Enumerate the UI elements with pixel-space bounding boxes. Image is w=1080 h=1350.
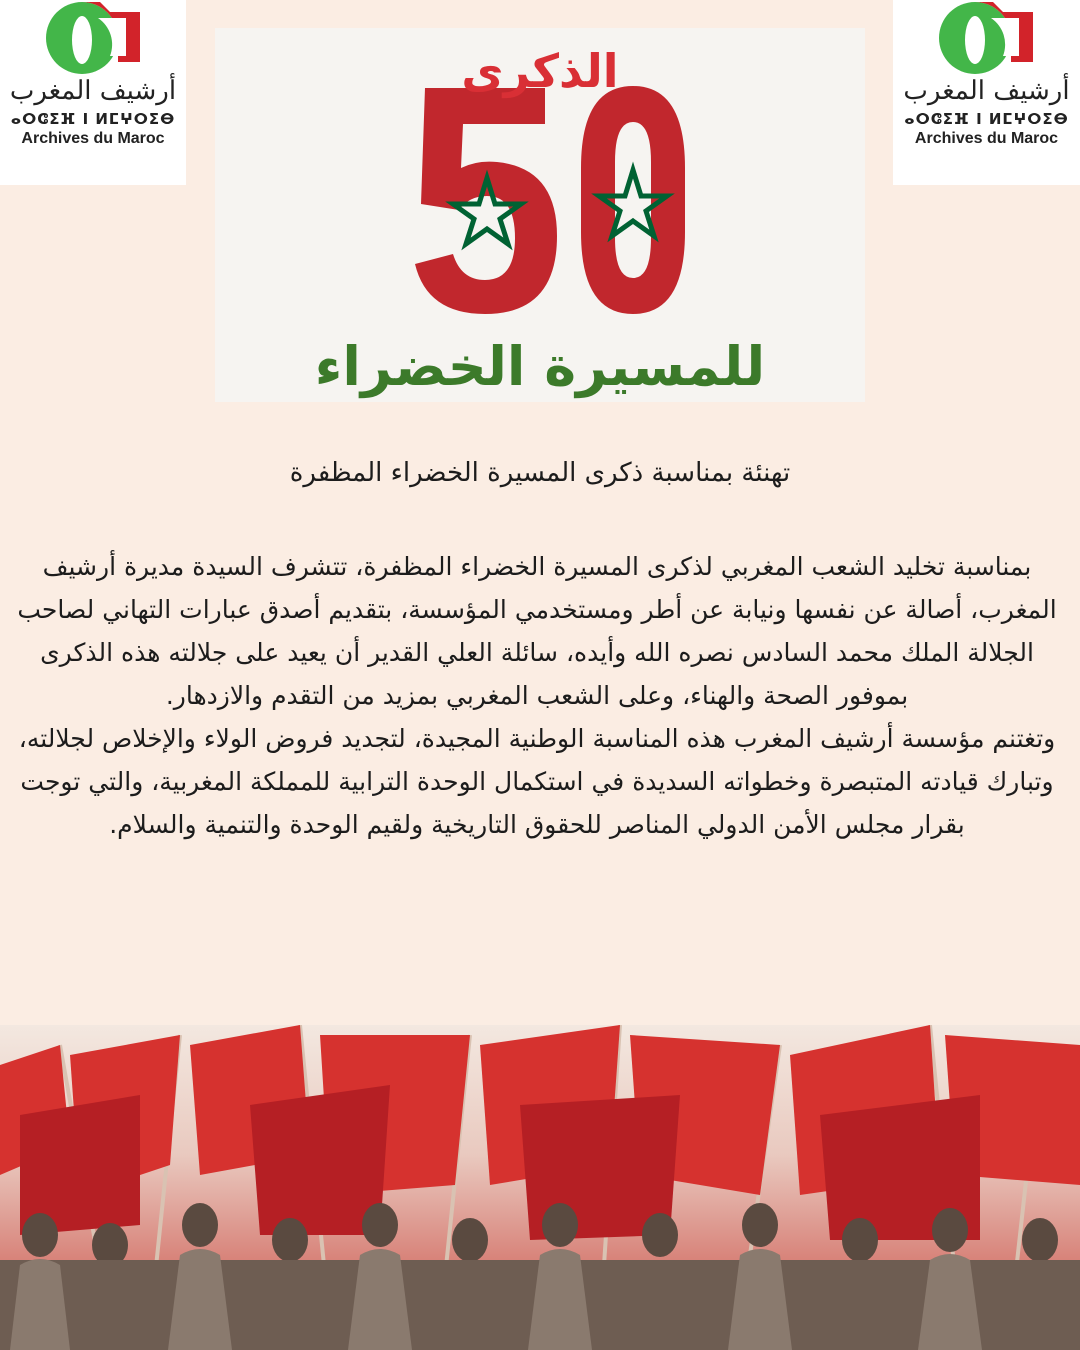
green-march-photo	[0, 1025, 1080, 1350]
archives-logo-icon	[933, 0, 1043, 80]
congratulation-heading: تهنئة بمناسبة ذكرى المسيرة الخضراء المظفرة	[289, 458, 791, 488]
paragraph-2: وتغتنم مؤسسة أرشيف المغرب هذه المناسبة الوطنية المجيدة، لتجديد فروض الولاء والإخلاص لجلالته، وتبارك قيادته المتبصرة وخطواته السديدة في استكمال الوحدة الترابية للمملكة المغربية، والتي توجت بقرار مجلس الأمن الدولي المناصر للحقوق التاريخية ولقيم الوحدة والتنمية والسلام.	[18, 724, 1056, 839]
congratulation-body	[6, 545, 1068, 846]
logo-french-text: Archives du Maroc	[21, 130, 165, 147]
paragraph-1: بمناسبة تخليد الشعب المغربي لذكرى المسيرة الخضراء المظفرة، تتشرف السيدة مديرة أرشيف المغرب، أصالة عن نفسها ونيابة عن أطر ومستخدمي المؤسسة، بتقديم أصدق عبارات التهاني لصاحب الجلالة الملك محمد السادس نصره الله وأيده، سائلة العلي القدير أن يعيد على جلالته هذه الذكرى بموفور الصحة والهناء، وعلى الشعب المغربي بمزيد من التقدم والازدهار.	[17, 552, 1057, 710]
logo-arabic-text: أرشيف المغرب	[903, 76, 1070, 106]
logo-arabic-text: أرشيف المغرب	[9, 76, 177, 106]
banner-green-march-text: للمسيرة الخضراء	[314, 335, 766, 398]
banner-anniversary-word: الذكرى	[461, 44, 619, 98]
archives-logo-right	[893, 0, 1080, 185]
logo-tifinagh-text: ⴰⵔⵛⵉⴼ ⵏ ⵍⵎⵖⵔⵉⴱ	[904, 110, 1069, 128]
logo-french-text: Archives du Maroc	[914, 130, 1059, 147]
logo-tifinagh-text: ⴰⵔⵛⵉⴼ ⵏ ⵍⵎⵖⵔⵉⴱ	[10, 110, 176, 128]
archives-logo-left	[0, 0, 186, 185]
anniversary-banner	[215, 28, 865, 402]
archives-logo-icon	[40, 0, 150, 80]
